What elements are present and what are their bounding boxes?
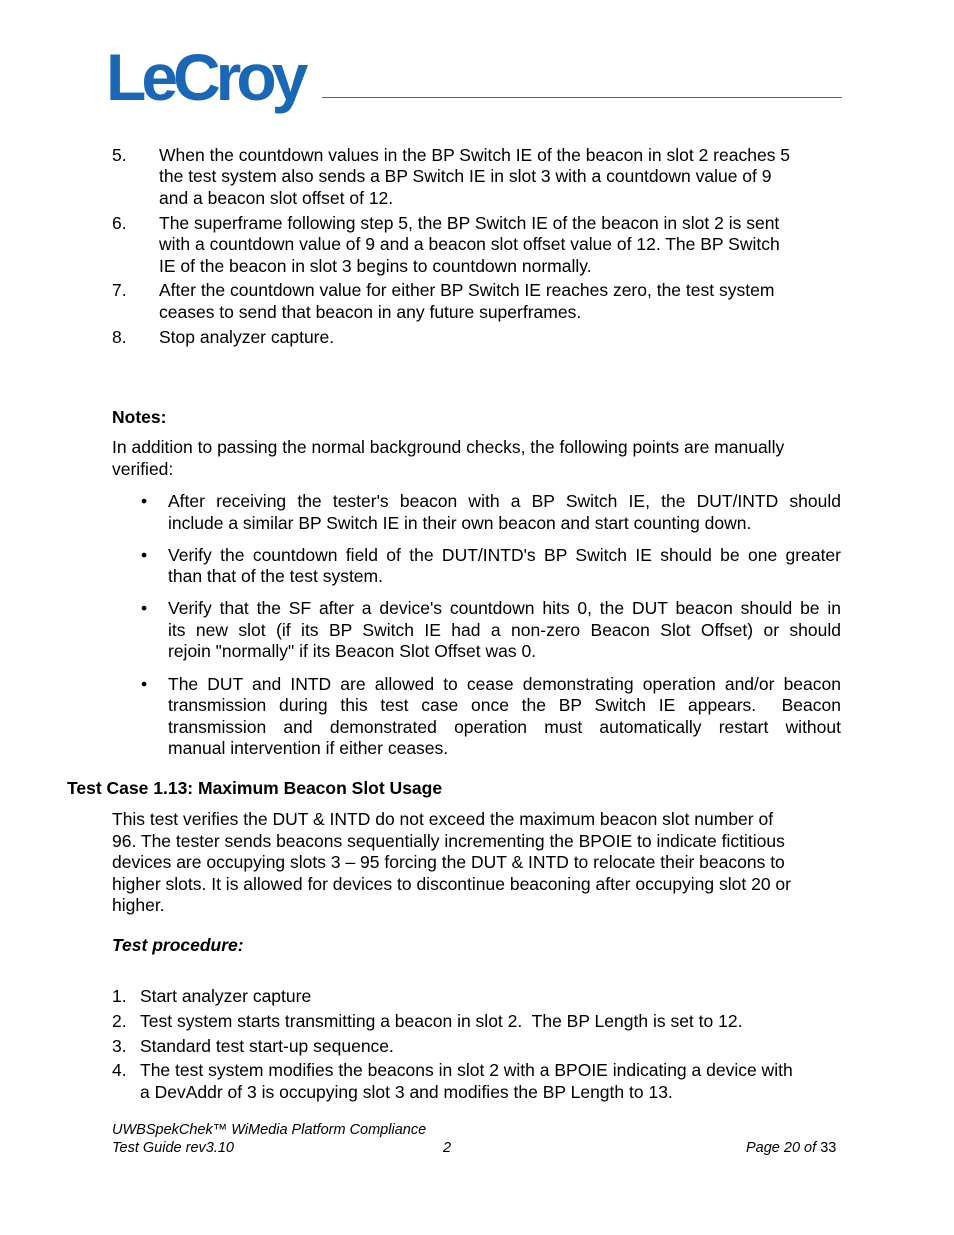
description-line: This test verifies the DUT & INTD do not exceed the maximum beacon slot number of [112, 809, 774, 829]
step-text-line: The superframe following step 5, the BP Switch IE of the beacon in slot 2 is sent [159, 213, 780, 233]
description-line: higher. [112, 895, 165, 915]
step-number: 6. [112, 213, 127, 233]
procedure-step-text: The test system modifies the beacons in slot 2 with a BPOIE indicating a device with [140, 1060, 793, 1080]
procedure-step-text: Start analyzer capture [140, 986, 312, 1006]
bullet-text-line: rejoin "normally" if its Beacon Slot Offset was 0. [168, 641, 537, 661]
step-text-line: the test system also sends a BP Switch IE in slot 3 with a countdown value of 9 [159, 166, 772, 186]
notes-intro-line: verified: [112, 459, 174, 479]
description-line: devices are occupying slots 3 – 95 forcing the DUT & INTD to relocate their beacons to [112, 852, 785, 872]
bullet-icon: • [141, 598, 148, 618]
step-text-line: Stop analyzer capture. [159, 327, 335, 347]
footer-page-prefix: Page 20 of [746, 1140, 817, 1156]
bullet-text-line: Verify the countdown field of the DUT/INTD's BP Switch IE should be one greater [168, 545, 841, 565]
bullet-text-line: its new slot (if its BP Switch IE had a non-zero Beacon Slot Offset) or should [168, 620, 841, 640]
bullet-text-line: The DUT and INTD are allowed to cease demonstrating operation and/or beacon [168, 674, 841, 694]
description-line: higher slots. It is allowed for devices to discontinue beaconing after occupying slot 20 or [112, 874, 791, 894]
bullet-icon: • [141, 674, 148, 694]
step-number: 8. [112, 327, 127, 347]
step-text-line: with a countdown value of 9 and a beacon slot offset value of 12. The BP Switch [159, 234, 780, 254]
bullet-text-line: manual intervention if either ceases. [168, 738, 449, 758]
step-text-line: ceases to send that beacon in any future superframes. [159, 302, 582, 322]
test-case-heading: Test Case 1.13: Maximum Beacon Slot Usage [67, 778, 443, 798]
procedure-step-number: 1. [112, 986, 127, 1006]
footer-guide-rev: Test Guide rev3.10 [112, 1140, 234, 1156]
step-text-line: and a beacon slot offset of 12. [159, 188, 394, 208]
step-text-line: IE of the beacon in slot 3 begins to countdown normally. [159, 256, 592, 276]
footer-page-number [746, 1139, 836, 1157]
notes-intro-line: In addition to passing the normal background checks, the following points are manually [112, 437, 785, 457]
footer-center-number: 2 [443, 1140, 452, 1156]
bullet-text-line: transmission and demonstrated operation must automatically restart without [168, 717, 841, 737]
procedure-step-text: a DevAddr of 3 is occupying slot 3 and modifies the BP Length to 13. [140, 1082, 673, 1102]
notes-heading: Notes: [112, 407, 167, 427]
procedure-step-number: 4. [112, 1060, 127, 1080]
step-text-line: After the countdown value for either BP Switch IE reaches zero, the test system [159, 280, 775, 300]
bullet-icon: • [141, 545, 148, 565]
step-number: 7. [112, 280, 127, 300]
footer-title: UWBSpekChek™ WiMedia Platform Compliance [112, 1122, 427, 1138]
bullet-text-line: After receiving the tester's beacon with a BP Switch IE, the DUT/INTD should [168, 491, 841, 511]
step-text-line: When the countdown values in the BP Switch IE of the beacon in slot 2 reaches 5 [159, 145, 791, 165]
bullet-text-line: transmission during this test case once the BP Switch IE appears. Beacon [168, 695, 841, 715]
footer-page-total: 33 [820, 1140, 837, 1156]
procedure-step-number: 3. [112, 1036, 127, 1056]
bullet-icon: • [141, 491, 148, 511]
bullet-text-line: than that of the test system. [168, 566, 383, 586]
procedure-step-text: Test system starts transmitting a beacon in slot 2. The BP Length is set to 12. [140, 1011, 743, 1031]
procedure-heading: Test procedure: [112, 935, 244, 955]
header-rule [322, 97, 842, 98]
step-number: 5. [112, 145, 127, 165]
lecroy-logo: LeCroy [106, 40, 304, 114]
procedure-step-number: 2. [112, 1011, 127, 1031]
bullet-text-line: include a similar BP Switch IE in their own beacon and start counting down. [168, 513, 752, 533]
description-line: 96. The tester sends beacons sequentially incrementing the BPOIE to indicate fictitious [112, 831, 785, 851]
bullet-text-line: Verify that the SF after a device's countdown hits 0, the DUT beacon should be in [168, 598, 841, 618]
procedure-step-text: Standard test start-up sequence. [140, 1036, 394, 1056]
